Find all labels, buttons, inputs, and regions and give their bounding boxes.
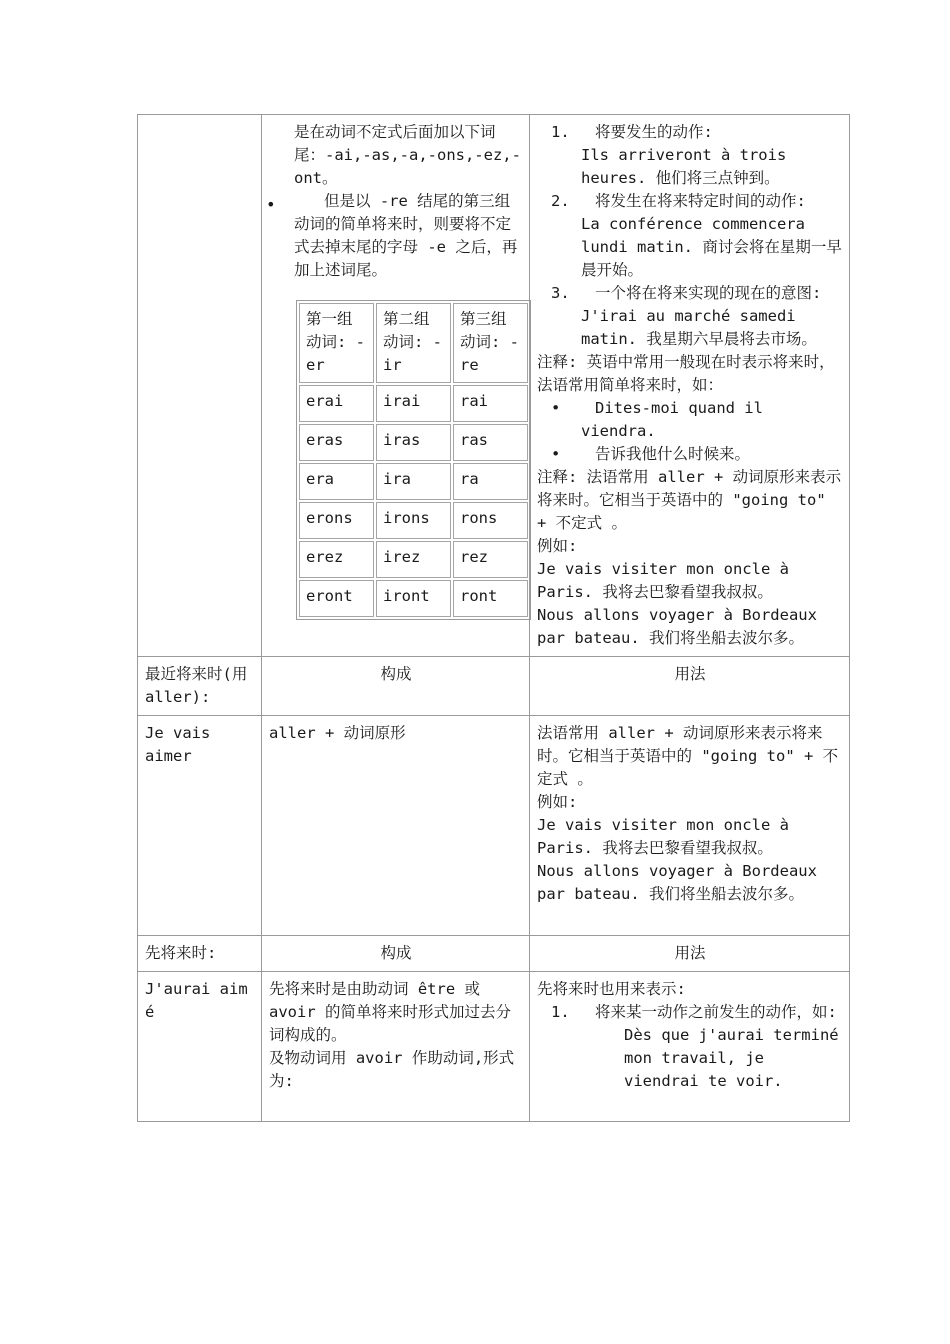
bullet-icon: • xyxy=(551,445,561,463)
simple-future-row xyxy=(138,115,850,657)
endings-row xyxy=(299,463,528,500)
near-future-example: Je vais aimer xyxy=(138,716,262,936)
future-perfect-usage-cell xyxy=(530,972,850,1122)
near-future-title: 最近将来时(用 aller): xyxy=(138,657,262,716)
endings-cell: irai xyxy=(376,385,451,422)
usage-item-number: 3. xyxy=(551,284,570,302)
endings-cell: irons xyxy=(376,502,451,539)
note-1: 注释: 英语中常用一般现在时表示将来时，法语常用简单将来时，如： xyxy=(537,353,835,394)
usage-item-example: La conférence commencera lundi matin. 商讨会将在星期一早晨开始。 xyxy=(581,215,842,279)
formation-header: 构成 xyxy=(262,657,530,716)
usage-header: 用法 xyxy=(530,936,850,972)
near-future-formation: aller + 动词原形 xyxy=(262,716,530,936)
endings-header: 第一组动词: -er xyxy=(299,303,374,383)
endings-cell: eras xyxy=(299,424,374,461)
endings-cell: ront xyxy=(453,580,528,617)
row1-formation-cell xyxy=(262,115,530,657)
formation-bullet xyxy=(264,190,523,282)
note-bullets xyxy=(537,397,843,466)
endings-cell: rez xyxy=(453,541,528,578)
example-line: Nous allons voyager à Bordeaux par bateau. 我们将坐船去波尔多。 xyxy=(537,606,817,647)
usage-item-number: 2. xyxy=(551,192,570,210)
future-perfect-example: J'aurai aimé xyxy=(138,972,262,1122)
endings-cell: era xyxy=(299,463,374,500)
usage-item-number: 1. xyxy=(551,123,570,141)
near-future-usage-cell xyxy=(530,716,850,936)
usage-item xyxy=(537,121,843,190)
usage-list xyxy=(537,121,843,351)
endings-row xyxy=(299,424,528,461)
endings-header: 第二组动词: -ir xyxy=(376,303,451,383)
near-future-header-row xyxy=(138,657,850,716)
usage-item-title: 将发生在将来特定时间的动作: xyxy=(595,192,806,210)
usage-item-example: Ils arriveront à trois heures. 他们将三点钟到。 xyxy=(581,146,787,187)
example-line: Je vais visiter mon oncle à Paris. 我将去巴黎看望我叔叔。 xyxy=(537,560,789,601)
usage-item-title: 将来某一动作之前发生的动作，如: xyxy=(595,1003,837,1021)
note-bullet-text: Dites-moi quand il viendra. xyxy=(581,399,763,440)
row1-label-cell xyxy=(138,115,262,657)
future-perfect-title: 先将来时: xyxy=(138,936,262,972)
usage-header: 用法 xyxy=(530,657,850,716)
endings-cell: irez xyxy=(376,541,451,578)
endings-row xyxy=(299,385,528,422)
example-line: Nous allons voyager à Bordeaux par bateau. 我们将坐船去波尔多。 xyxy=(537,862,817,903)
endings-row xyxy=(299,541,528,578)
endings-cell: iront xyxy=(376,580,451,617)
endings-header-row xyxy=(299,303,528,383)
note-2: 注释: 法语常用 aller + 动词原形来表示将来时。它相当于英语中的 "going to" + 不定式 。 xyxy=(537,468,842,532)
endings-cell: rai xyxy=(453,385,528,422)
usage-item-example: J'irai au marché samedi matin. 我星期六早晨将去市场。 xyxy=(581,307,817,348)
note-bullet-text: 告诉我他什么时候来。 xyxy=(595,445,751,463)
endings-row xyxy=(299,580,528,617)
usage-item xyxy=(537,190,843,282)
future-perfect-formation-cell xyxy=(262,972,530,1122)
example-line: Je vais visiter mon oncle à Paris. 我将去巴黎看望我叔叔。 xyxy=(537,816,789,857)
future-perfect-usage-intro: 先将来时也用来表示: xyxy=(537,980,686,998)
bullet-icon: • xyxy=(551,399,561,417)
future-perfect-formation-2: 及物动词用 avoir 作助动词,形式为: xyxy=(269,1049,515,1090)
endings-cell: erai xyxy=(299,385,374,422)
usage-item-title: 一个将在将来实现的现在的意图: xyxy=(595,284,822,302)
example-label: 例如: xyxy=(537,537,578,555)
usage-item-title: 将要发生的动作: xyxy=(595,123,713,141)
future-perfect-formation-1: 先将来时是由助动词 être 或 avoir 的简单将来时形式加过去分词构成的。 xyxy=(269,980,511,1044)
usage-item-number: 1. xyxy=(551,1003,570,1021)
endings-cell: ra xyxy=(453,463,528,500)
endings-row xyxy=(299,502,528,539)
endings-cell: erez xyxy=(299,541,374,578)
endings-cell: ira xyxy=(376,463,451,500)
endings-cell: eront xyxy=(299,580,374,617)
future-perfect-header-row xyxy=(138,936,850,972)
future-perfect-usage-list xyxy=(537,1001,843,1024)
usage-item xyxy=(537,1001,843,1024)
future-perfect-example-text: Dès que j'aurai terminé mon travail, je viendrai te voir. xyxy=(624,1026,839,1090)
row1-usage-cell xyxy=(530,115,850,657)
usage-item xyxy=(537,282,843,351)
near-future-row xyxy=(138,716,850,936)
endings-cell: rons xyxy=(453,502,528,539)
formation-header: 构成 xyxy=(262,936,530,972)
note-bullet xyxy=(537,443,843,466)
note-bullet xyxy=(537,397,843,443)
endings-cell: iras xyxy=(376,424,451,461)
future-tense-table xyxy=(137,114,850,1122)
near-future-usage: 法语常用 aller + 动词原形来表示将来时。它相当于英语中的 "going to" + 不定式 。 xyxy=(537,724,839,788)
endings-cell: erons xyxy=(299,502,374,539)
endings-header: 第三组动词: -re xyxy=(453,303,528,383)
endings-cell: ras xyxy=(453,424,528,461)
endings-table xyxy=(296,300,531,620)
bullet-icon: • xyxy=(266,195,276,214)
example-label: 例如: xyxy=(537,793,578,811)
future-perfect-row xyxy=(138,972,850,1122)
formation-intro: 是在动词不定式后面加以下词尾：-ai,-as,-a,-ons,-ez,-ont。 xyxy=(294,123,521,187)
formation-bullet-text: 但是以 -re 结尾的第三组动词的简单将来时，则要将不定式去掉末尾的字母 -e 之后，再加上述词尾。 xyxy=(294,192,518,279)
